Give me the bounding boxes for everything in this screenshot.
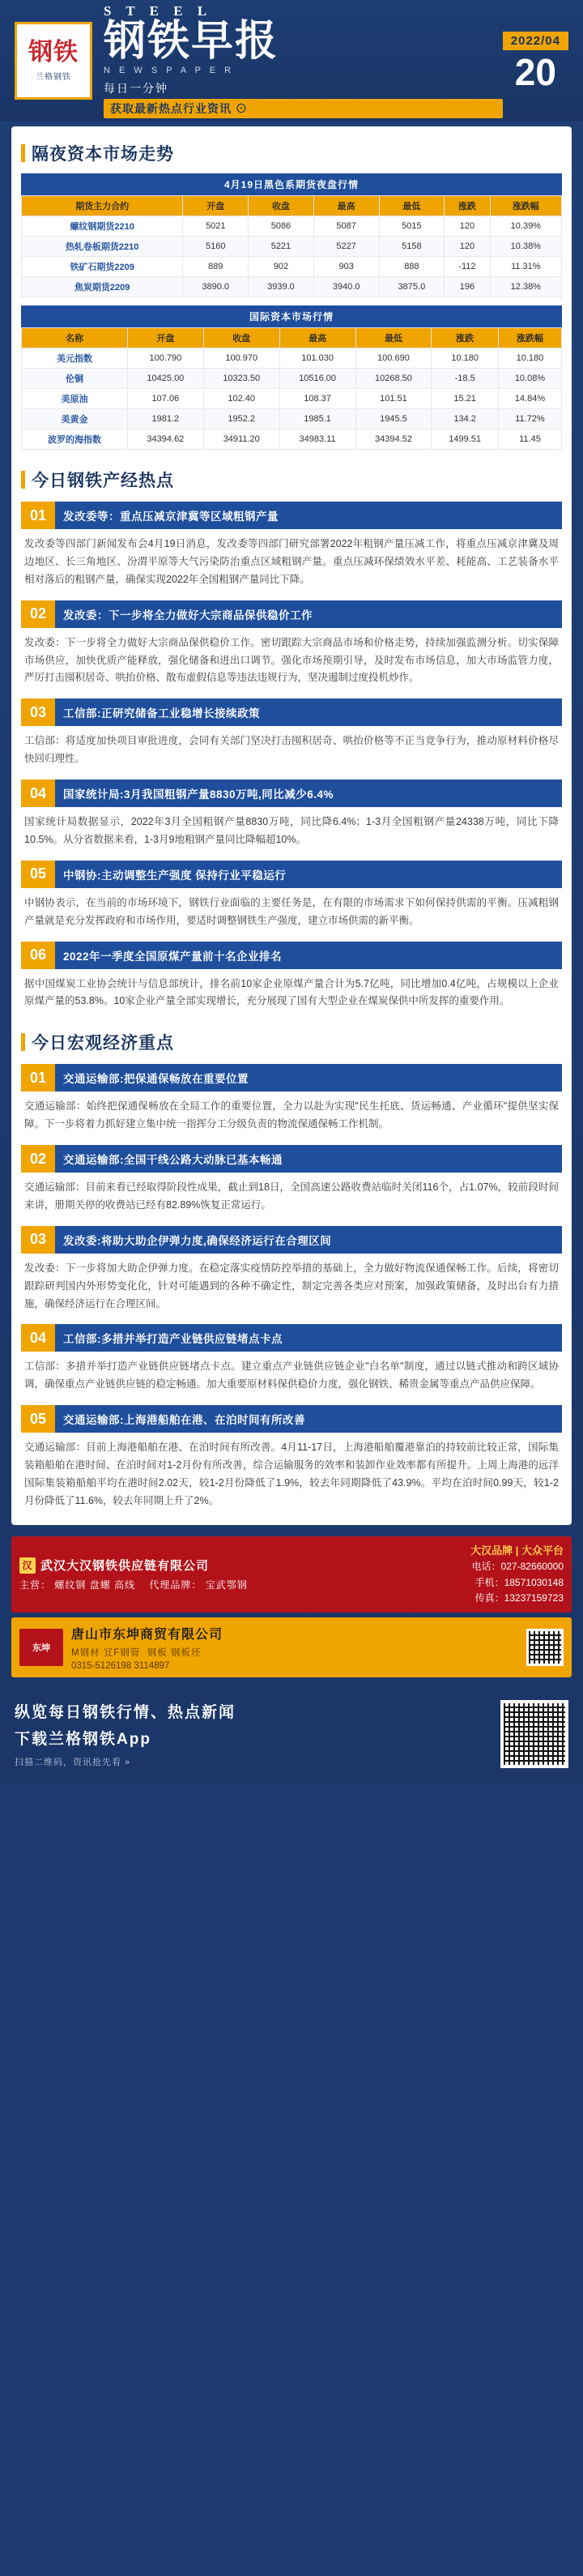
col-close: 收盘 bbox=[249, 196, 314, 216]
news-headline: 交通运输部:上海港船舶在港、在泊时间有所改善 bbox=[55, 1405, 562, 1433]
col-change-pct: 涨跌幅 bbox=[490, 196, 561, 216]
col-contract: 期货主力合约 bbox=[22, 196, 183, 216]
news-headline: 发改委:将助大助企伊弹力度,确保经济运行在合理区间 bbox=[55, 1226, 562, 1254]
accent-bar bbox=[21, 1033, 25, 1051]
issue-date bbox=[503, 32, 568, 91]
cell-contract: 焦炭期货2209 bbox=[22, 277, 183, 297]
cell-close: 902 bbox=[249, 257, 314, 277]
col-open: 开盘 bbox=[183, 196, 249, 216]
ad-contact-block bbox=[470, 1543, 564, 1606]
cell-high: 3940.0 bbox=[313, 277, 379, 297]
cell-change-pct: 10.180 bbox=[498, 348, 561, 369]
news-body: 工信部：多措并举打造产业链供应链堵点卡点。建立重点产业链供应链企业"白名单"制度，通过以链式推动和跨区域协调，确保重点产业链供应链的稳定畅通。加大重要原材料保供稳价力度，强化钢铁、稀贵金属等重点产品供应保障。 bbox=[24, 1361, 559, 1391]
cell-close: 1952.2 bbox=[203, 409, 279, 429]
table-row bbox=[22, 216, 562, 237]
footer-line-1: 纵览每日钢铁行情、热点新闻 bbox=[15, 1703, 236, 1721]
news-item bbox=[21, 1226, 562, 1315]
futures-table bbox=[21, 195, 562, 297]
news-body: 发改委等四部门新闻发布会4月19日消息，发改委等四部门研究部署2022年粗钢产量压减工作，将重点压减京津冀及周边地区、长三角地区、汾渭平原等大气污染防治重点区域粗钢产量。重点压减环保绩效水平差、耗能高、工艺装备水平相对落后的粗钢产量，确保实现2022年全国粗钢产量同比下降。 bbox=[24, 538, 559, 585]
ad-tel-2: 手机：18571030148 bbox=[474, 1576, 564, 1588]
section-heading-markets bbox=[21, 141, 562, 165]
cell-low: 888 bbox=[379, 257, 445, 277]
ad-tel-3: 传真：13237159723 bbox=[474, 1591, 564, 1604]
cell-close: 5086 bbox=[249, 216, 314, 237]
col-low: 最低 bbox=[355, 328, 432, 348]
cell-change-pct: 10.39% bbox=[490, 216, 561, 237]
issue-day: 20 bbox=[514, 50, 556, 93]
ad-company-name-row bbox=[19, 1557, 470, 1574]
cell-change: 1499.51 bbox=[432, 429, 499, 450]
cell-change-pct: 12.38% bbox=[490, 277, 561, 297]
news-body: 交通运输部：目前上海港船舶在港、在泊时间有所改善。4月11-17日，上海港船舶覆港靠泊的持较前比较正常，国际集装箱船舶在港时间、在泊时间对1-2月份有所改善，综合运输服务的效率和装卸作业效率都有所提升。上周上海港的远洋国际集装箱船舶平均在港时间2.02天，较1-2月份降低了1.9%，较去年同期降低了43.9%。平均在泊时间0.99天，较1-2月份降低了11.6%，较去年同期上升了2%。 bbox=[24, 1442, 559, 1506]
cell-contract: 热轧卷板期货2210 bbox=[22, 237, 183, 257]
issue-year-month: 2022/04 bbox=[503, 32, 568, 50]
news-headline: 工信部:多措并举打造产业链供应链堵点卡点 bbox=[55, 1324, 562, 1352]
cell-close: 100.970 bbox=[203, 348, 279, 369]
table-row bbox=[22, 389, 562, 409]
table-row bbox=[22, 429, 562, 450]
cell-low: 100.690 bbox=[355, 348, 432, 369]
news-number: 01 bbox=[21, 1064, 55, 1091]
cell-open: 107.06 bbox=[127, 389, 203, 409]
cell-high: 5227 bbox=[313, 237, 379, 257]
cell-open: 100.790 bbox=[127, 348, 203, 369]
advertisement-dahan[interactable] bbox=[11, 1536, 572, 1613]
cell-high: 903 bbox=[313, 257, 379, 277]
global-table-caption: 国际资本市场行情 bbox=[21, 305, 562, 327]
cell-name: 美元指数 bbox=[22, 348, 128, 369]
cell-close: 34911.20 bbox=[203, 429, 279, 450]
news-number: 05 bbox=[21, 861, 55, 888]
news-number: 04 bbox=[21, 780, 55, 807]
news-number: 02 bbox=[21, 1145, 55, 1173]
table-header-row bbox=[22, 328, 562, 348]
cell-change-pct: 10.38% bbox=[490, 237, 561, 257]
cell-close: 10323.50 bbox=[203, 369, 279, 389]
cell-high: 34983.11 bbox=[279, 429, 355, 450]
news-number: 04 bbox=[21, 1324, 55, 1352]
section-title-text: 隔夜资本市场走势 bbox=[32, 145, 174, 164]
cell-close: 102.40 bbox=[203, 389, 279, 409]
col-name: 名称 bbox=[22, 328, 128, 348]
news-body: 据中国煤炭工业协会统计与信息部统计，排名前10家企业原煤产量合计为5.7亿吨，同比增加0.4亿吨，占规模以上企业原煤产量的53.8%。10家企业产量全部实现增长，充分展现了国有大型企业在煤炭保供中所发挥的重要作用。 bbox=[24, 977, 559, 1007]
logo-sub-text: 兰格钢铁 bbox=[36, 72, 71, 82]
ad-agency-label: 代理品牌： bbox=[149, 1579, 202, 1591]
cell-change-pct: 11.72% bbox=[498, 409, 561, 429]
cell-close: 5221 bbox=[249, 237, 314, 257]
news-item bbox=[21, 600, 562, 690]
news-headline: 发改委：下一步将全力做好大宗商品保供稳价工作 bbox=[55, 600, 562, 628]
news-item bbox=[21, 861, 562, 932]
news-body: 工信部：将适度加快项目审批进度，会同有关部门坚决打击囤积居奇、哄抬价格等不正当竞争行为，推动原材料价格尽快回归理性。 bbox=[24, 735, 559, 765]
cell-change: 196 bbox=[445, 277, 490, 297]
cell-high: 5087 bbox=[313, 216, 379, 237]
cell-contract: 螺纹钢期货2210 bbox=[22, 216, 183, 237]
cell-change-pct: 14.84% bbox=[498, 389, 561, 409]
news-number: 03 bbox=[21, 1226, 55, 1254]
col-low: 最低 bbox=[379, 196, 445, 216]
cell-low: 5158 bbox=[379, 237, 445, 257]
news-item bbox=[21, 1145, 562, 1216]
cell-high: 101.030 bbox=[279, 348, 355, 369]
cell-low: 34394.52 bbox=[355, 429, 432, 450]
news-body: 国家统计局数据显示，2022年3月全国粗钢产量8830万吨，同比降6.4%；1-3月全国粗钢产量24338万吨，同比下降10.5%。从分省数据来看，1-3月9地粗钢产量同比降幅超10%。 bbox=[24, 816, 559, 845]
accent-bar bbox=[21, 144, 25, 162]
cell-name: 美黄金 bbox=[22, 409, 128, 429]
col-change: 涨跌 bbox=[445, 196, 490, 216]
tagline-primary: 每日一分钟 bbox=[104, 81, 168, 95]
col-change-pct: 涨跌幅 bbox=[498, 328, 561, 348]
news-item bbox=[21, 780, 562, 851]
cell-high: 10516.00 bbox=[279, 369, 355, 389]
news-number: 05 bbox=[21, 1405, 55, 1433]
section-heading-macro bbox=[21, 1030, 562, 1054]
col-change: 涨跌 bbox=[432, 328, 499, 348]
col-open: 开盘 bbox=[127, 328, 203, 348]
news-headline: 交通运输部:把保通保畅放在重要位置 bbox=[55, 1064, 562, 1091]
content-card bbox=[11, 126, 572, 1525]
news-item bbox=[21, 1324, 562, 1395]
page-title: 钢铁早报 bbox=[104, 18, 279, 66]
news-headline: 工信部:正研究储备工业稳增长接续政策 bbox=[55, 698, 562, 726]
news-headline: 2022年一季度全国原煤产量前十名企业排名 bbox=[55, 942, 562, 969]
news-item bbox=[21, 942, 562, 1013]
news-number: 01 bbox=[21, 502, 55, 529]
table-header-row bbox=[22, 196, 562, 216]
table-row bbox=[22, 277, 562, 297]
cell-change: -112 bbox=[445, 257, 490, 277]
cell-open: 889 bbox=[183, 257, 249, 277]
col-close: 收盘 bbox=[203, 328, 279, 348]
news-body: 交通运输部：目前来看已经取得阶段性成果，截止到18日，全国高速公路收费站临时关闭116个，占1.07%，较前段时间来讲，册期关停的收费站已经有82.89%恢复正常运行。 bbox=[24, 1181, 559, 1211]
cell-high: 1985.1 bbox=[279, 409, 355, 429]
ad2-tel: 0315-5126198 3114897 bbox=[71, 1660, 170, 1671]
cell-change: 120 bbox=[445, 237, 490, 257]
cell-change: 120 bbox=[445, 216, 490, 237]
cell-name: 美原油 bbox=[22, 389, 128, 409]
col-high: 最高 bbox=[279, 328, 355, 348]
ad-logo-icon: 汉 bbox=[19, 1557, 36, 1574]
news-item bbox=[21, 1064, 562, 1135]
table-row bbox=[22, 237, 562, 257]
news-body: 发改委：下一步将加大助企伊弹力度。在稳定落实疫情防控举措的基础上，全力做好物流保通保畅工作。后续，将密切跟踪研判国内外形势变化化，针对可能遇到的各种不确定性，制定完善各类应对预案，加强政策储备，及时出台有力措施，确保经济运行在合理区间。 bbox=[24, 1262, 559, 1309]
cell-low: 10268.50 bbox=[355, 369, 432, 389]
masthead-newspaper: N E W S P A P E R bbox=[104, 65, 235, 75]
section-heading-steel-news bbox=[21, 468, 562, 492]
cell-name: 波罗的海指数 bbox=[22, 429, 128, 450]
ad-company-name: 武汉大汉钢铁供应链有限公司 bbox=[40, 1559, 210, 1574]
global-markets-table bbox=[21, 327, 562, 450]
table-row bbox=[22, 369, 562, 389]
masthead-steel: S T E E L bbox=[104, 3, 213, 19]
ad2-products: M钢材 冝F钢管 钢板 钢板坯 bbox=[71, 1647, 202, 1658]
cell-open: 34394.62 bbox=[127, 429, 203, 450]
tagline-secondary: 获取最新热点行业资讯 ⊙ bbox=[104, 99, 503, 118]
cell-open: 5160 bbox=[183, 237, 249, 257]
table-row bbox=[22, 257, 562, 277]
cell-change: 134.2 bbox=[432, 409, 499, 429]
footer-line-2: 下载兰格钢铁App bbox=[15, 1730, 151, 1748]
cell-change: -18.5 bbox=[432, 369, 499, 389]
ad-agency-value: 宝武鄂钢 bbox=[205, 1579, 248, 1591]
cell-change-pct: 11.45 bbox=[498, 429, 561, 450]
logo-mark-text: 钢铁 bbox=[28, 38, 79, 66]
news-body: 中钢协表示，在当前的市场环境下，钢铁行业面临的主要任务是，在有限的市场需求下如何保持供需的平衡。压减粗钢产量就是充分发挥政府和市场作用，要适时调整钢铁生产强度，建立市场供需的新平衡。 bbox=[24, 896, 559, 926]
ad2-qr-code-icon[interactable] bbox=[526, 1629, 564, 1666]
news-item bbox=[21, 502, 562, 591]
app-qr-code-icon[interactable] bbox=[500, 1700, 568, 1768]
news-item bbox=[21, 698, 562, 770]
cell-low: 101.51 bbox=[355, 389, 432, 409]
news-item bbox=[21, 1405, 562, 1512]
news-headline: 交通运输部:全国干线公路大动脉已基本畅通 bbox=[55, 1145, 562, 1173]
cell-name: 伦铜 bbox=[22, 369, 128, 389]
ad-tel-1: 电话：027-82660000 bbox=[471, 1561, 564, 1573]
news-headline: 国家统计局:3月我国粗钢产量8830万吨,同比减少6.4% bbox=[55, 780, 562, 807]
cell-contract: 铁矿石期货2209 bbox=[22, 257, 183, 277]
masthead-taglines bbox=[104, 80, 503, 118]
page-footer bbox=[0, 1689, 583, 1783]
col-high: 最高 bbox=[313, 196, 379, 216]
news-number: 06 bbox=[21, 942, 55, 969]
masthead bbox=[104, 3, 503, 118]
cell-open: 10425.00 bbox=[127, 369, 203, 389]
ad-badges: 大汉品牌 | 大众平台 bbox=[470, 1544, 564, 1557]
cell-close: 3939.0 bbox=[249, 277, 314, 297]
section-title-text: 今日钢铁产经热点 bbox=[32, 472, 174, 490]
advertisement-dongkun[interactable] bbox=[11, 1617, 572, 1677]
cell-change-pct: 11.31% bbox=[490, 257, 561, 277]
cell-low: 1945.5 bbox=[355, 409, 432, 429]
ad2-company-name: 唐山市东坤商贸有限公司 bbox=[71, 1627, 223, 1642]
ad-main-label: 主营： bbox=[19, 1579, 52, 1591]
footer-line-3: 扫描二维码，资讯抢先看 » bbox=[15, 1757, 131, 1767]
cell-low: 5015 bbox=[379, 216, 445, 237]
cell-open: 3890.0 bbox=[183, 277, 249, 297]
news-headline: 发改委等：重点压减京津冀等区域粗钢产量 bbox=[55, 502, 562, 529]
table-row bbox=[22, 409, 562, 429]
ad-products-row bbox=[19, 1578, 470, 1591]
news-body: 交通运输部：始终把保通保畅放在全局工作的重要位置，全力以赴为实现"民生托底、货运畅通、产业循环"提供坚实保障。下一步将着力抓好建立集中统一指挥分工分级负责的物流保通保畅工作机制。 bbox=[24, 1100, 559, 1130]
futures-table-caption: 4月19日黑色系期货夜盘行情 bbox=[21, 173, 562, 195]
cell-open: 1981.2 bbox=[127, 409, 203, 429]
accent-bar bbox=[21, 471, 25, 489]
page-header bbox=[0, 0, 583, 122]
cell-low: 3875.0 bbox=[379, 277, 445, 297]
news-number: 03 bbox=[21, 698, 55, 726]
news-body: 发改委：下一步将全力做好大宗商品保供稳价工作。密切跟踪大宗商品市场和价格走势，持续加强监测分析。切实保障市场供应，加快优质产能释放，强化储备和进出口调节。强化市场预期引导，及时发布市场信息，加大市场监管力度，严厉打击囤积居奇、哄抬价格、散布虚假信息等违法违规行为，坚决遏制过度投机炒作。 bbox=[24, 636, 559, 684]
cell-change: 15.21 bbox=[432, 389, 499, 409]
brand-logo bbox=[15, 22, 92, 100]
cell-change-pct: 10.08% bbox=[498, 369, 561, 389]
ad2-logo-icon: 东坤 bbox=[19, 1629, 63, 1666]
table-row bbox=[22, 348, 562, 369]
cell-change: 10.180 bbox=[432, 348, 499, 369]
cell-high: 108.37 bbox=[279, 389, 355, 409]
news-headline: 中钢协:主动调整生产强度 保持行业平稳运行 bbox=[55, 861, 562, 888]
section-title-text: 今日宏观经济重点 bbox=[32, 1034, 174, 1053]
news-number: 02 bbox=[21, 600, 55, 628]
cell-open: 5021 bbox=[183, 216, 249, 237]
ad-main-value: 螺纹钢 盘螺 高线 bbox=[54, 1579, 136, 1591]
